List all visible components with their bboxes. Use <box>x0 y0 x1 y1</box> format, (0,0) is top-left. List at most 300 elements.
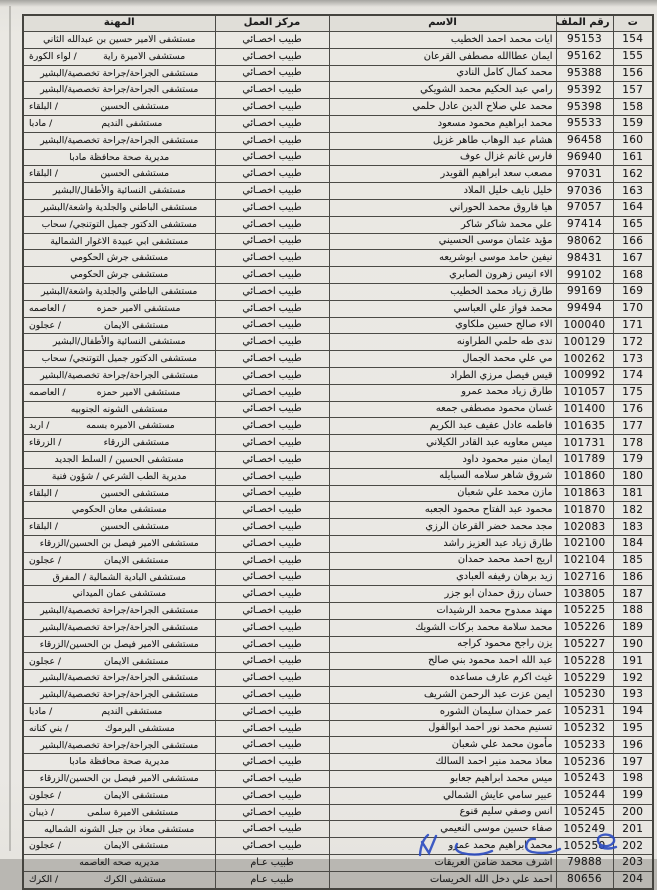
cell-work-center: طبيب اخصـائي <box>215 720 329 737</box>
table-row <box>23 787 653 804</box>
cell-name: معاذ محمد منير احمد السالك <box>329 754 556 771</box>
cell-file-number: 100992 <box>556 367 613 384</box>
profession-split <box>27 388 212 398</box>
cell-work-center: طبيب اخصـائي <box>215 619 329 636</box>
table-row <box>23 183 653 200</box>
header-name: الاسم <box>329 15 556 32</box>
cell-name: اريج احمد محمد حمدان <box>329 552 556 569</box>
header-serial: ت <box>613 15 653 32</box>
cell-name: رامي عبد الحكيم محمد الشويكي <box>329 82 556 99</box>
cell-file-number: 105244 <box>556 787 613 804</box>
cell-name: مصعب سعد ابراهيم القويدر <box>329 166 556 183</box>
cell-work-center: طبيب اخصـائي <box>215 535 329 552</box>
profession-region: / عجلون <box>29 655 61 667</box>
cell-serial: 168 <box>613 267 653 284</box>
table-row <box>23 754 653 771</box>
cell-file-number: 98431 <box>556 250 613 267</box>
table-row <box>23 334 653 351</box>
cell-serial: 171 <box>613 317 653 334</box>
cell-file-number: 79888 <box>556 855 613 872</box>
profession-facility: مستشفى النديم <box>101 705 163 717</box>
cell-serial: 164 <box>613 199 653 216</box>
profession-facility: مستشفى الايمان <box>103 789 169 801</box>
cell-name: غيث اكرم عارف مساعده <box>329 670 556 687</box>
table-row <box>23 317 653 334</box>
table-row <box>23 871 653 888</box>
table-row <box>23 250 653 267</box>
cell-file-number: 101731 <box>556 435 613 452</box>
cell-profession: مستشفى الجراحة/جراحة تخصصية/البشير <box>23 670 215 687</box>
cell-work-center: طبيب اخصـائي <box>215 199 329 216</box>
profession-split <box>27 724 212 734</box>
cell-file-number: 102716 <box>556 569 613 586</box>
profession-region: / البلقاء <box>29 487 58 499</box>
profession-region: / مادبا <box>29 705 53 717</box>
cell-profession: مستشفى الباطني والجلدية واشعة/البشير <box>23 199 215 216</box>
cell-serial: 162 <box>613 166 653 183</box>
cell-work-center: طبيب اخصـائي <box>215 653 329 670</box>
cell-work-center: طبيب اخصـائي <box>215 603 329 620</box>
cell-name: الاء صالح حسين ملكاوي <box>329 317 556 334</box>
profession-region: / العاصمه <box>29 302 66 314</box>
cell-file-number: 101057 <box>556 384 613 401</box>
cell-profession <box>23 519 215 536</box>
cell-work-center: طبيب اخصـائي <box>215 771 329 788</box>
cell-file-number: 101789 <box>556 451 613 468</box>
cell-file-number: 97414 <box>556 216 613 233</box>
scan-top-edge <box>0 0 657 7</box>
table-row <box>23 82 653 99</box>
profession-region: / البلقاء <box>29 168 58 180</box>
cell-name: يزن راجح محمود كراجه <box>329 636 556 653</box>
cell-name: هشام عبد الوهاب طاهر غزيل <box>329 132 556 149</box>
cell-profession <box>23 485 215 502</box>
profession-region: / العاصمه <box>29 386 66 398</box>
cell-file-number: 105226 <box>556 619 613 636</box>
cell-serial: 177 <box>613 418 653 435</box>
cell-serial: 175 <box>613 384 653 401</box>
cell-name: مأمون محمد علي شعبان <box>329 737 556 754</box>
table-row <box>23 132 653 149</box>
cell-serial: 179 <box>613 451 653 468</box>
cell-work-center: طبيب اخصـائي <box>215 687 329 704</box>
cell-file-number: 105243 <box>556 771 613 788</box>
cell-name: محمد فواز علي العباسي <box>329 300 556 317</box>
table-row <box>23 300 653 317</box>
cell-name: طارق زياد عبد العزيز راشد <box>329 535 556 552</box>
cell-file-number: 101635 <box>556 418 613 435</box>
cell-work-center: طبيب اخصـائي <box>215 401 329 418</box>
cell-file-number: 96940 <box>556 149 613 166</box>
table-body <box>23 32 653 889</box>
profession-split <box>27 421 212 431</box>
table-row <box>23 32 653 49</box>
cell-file-number: 100262 <box>556 351 613 368</box>
cell-profession <box>23 871 215 888</box>
table-row <box>23 351 653 368</box>
profession-split <box>27 657 212 667</box>
cell-file-number: 99494 <box>556 300 613 317</box>
cell-serial: 169 <box>613 283 653 300</box>
cell-serial: 163 <box>613 183 653 200</box>
profession-region: / عجلون <box>29 319 61 331</box>
cell-profession: مستشفى الباطني والجلدية واشعة/البشير <box>23 283 215 300</box>
cell-serial: 173 <box>613 351 653 368</box>
cell-file-number: 105230 <box>556 687 613 704</box>
cell-name: محمد علي صلاح الدين عادل حلمي <box>329 99 556 116</box>
cell-work-center: طبيب اخصـائي <box>215 317 329 334</box>
cell-work-center: طبيب اخصـائي <box>215 468 329 485</box>
cell-work-center: طبيب اخصـائي <box>215 569 329 586</box>
profession-split <box>27 556 212 566</box>
cell-file-number: 99169 <box>556 283 613 300</box>
cell-profession: مستشفى البادية الشمالية / المفرق <box>23 569 215 586</box>
cell-work-center: طبيب اخصـائي <box>215 183 329 200</box>
cell-file-number: 105236 <box>556 754 613 771</box>
profession-facility: مستشفى الامير حمزه <box>96 386 181 398</box>
table-row <box>23 199 653 216</box>
table-row <box>23 267 653 284</box>
cell-serial: 202 <box>613 838 653 855</box>
cell-work-center: طبيب اخصـائي <box>215 233 329 250</box>
cell-profession: مستشفى جرش الحكومي <box>23 267 215 284</box>
cell-work-center: طبيب اخصـائي <box>215 435 329 452</box>
cell-serial: 165 <box>613 216 653 233</box>
profession-facility: مستشفى الايمان <box>103 554 169 566</box>
cell-work-center: طبيب اخصـائي <box>215 267 329 284</box>
profession-facility: مستشفى الاميرة سلمى <box>87 806 179 818</box>
profession-region: / ذيبان <box>29 806 54 818</box>
profession-region: / بني كنانه <box>29 722 69 734</box>
cell-file-number: 101870 <box>556 502 613 519</box>
cell-name: عمر حمدان سليمان الشوره <box>329 703 556 720</box>
cell-serial: 158 <box>613 99 653 116</box>
cell-work-center: طبيب اخصـائي <box>215 636 329 653</box>
table-row <box>23 855 653 872</box>
cell-serial: 195 <box>613 720 653 737</box>
cell-name: ميس محمد ابراهيم جعابو <box>329 771 556 788</box>
cell-name: محمد سلامة محمد بركات الشويك <box>329 619 556 636</box>
cell-profession: مستشفى النسائية والأطفال/البشير <box>23 183 215 200</box>
cell-work-center: طبيب اخصـائي <box>215 485 329 502</box>
cell-name: مي علي محمد الجمال <box>329 351 556 368</box>
cell-file-number: 102100 <box>556 535 613 552</box>
cell-serial: 198 <box>613 771 653 788</box>
profession-split <box>27 169 212 179</box>
cell-work-center: طبيب اخصـائي <box>215 552 329 569</box>
cell-serial: 184 <box>613 535 653 552</box>
cell-serial: 187 <box>613 586 653 603</box>
profession-split <box>27 522 212 532</box>
cell-file-number: 105245 <box>556 804 613 821</box>
table-row <box>23 636 653 653</box>
profession-split <box>27 438 212 448</box>
cell-work-center: طبيب اخصـائي <box>215 300 329 317</box>
cell-work-center: طبيب اخصـائي <box>215 367 329 384</box>
profession-facility: مستشفى الايمان <box>103 655 169 667</box>
cell-name: محمد كمال كامل النادي <box>329 65 556 82</box>
table-row <box>23 367 653 384</box>
cell-name: محمد ابراهيم محمود مسعود <box>329 115 556 132</box>
cell-work-center: طبيب عـام <box>215 855 329 872</box>
cell-profession: مديرية الطب الشرعي / شؤون فنية <box>23 468 215 485</box>
profession-facility: مستشفى الايمان <box>103 840 169 852</box>
table-row <box>23 451 653 468</box>
profession-facility: مستشفى الامير حمزه <box>96 302 181 314</box>
table-row <box>23 166 653 183</box>
cell-serial: 178 <box>613 435 653 452</box>
profession-split <box>27 841 212 851</box>
profession-region: / اربد <box>29 420 50 432</box>
cell-file-number: 105228 <box>556 653 613 670</box>
table-row <box>23 619 653 636</box>
cell-profession: مستشفى الامير فيصل بن الحسين/الزرقاء <box>23 771 215 788</box>
cell-file-number: 95392 <box>556 82 613 99</box>
cell-work-center: طبيب اخصـائي <box>215 451 329 468</box>
cell-work-center: طبيب اخصـائي <box>215 82 329 99</box>
cell-profession: مستشفى الحسين / السلط الجديد <box>23 451 215 468</box>
cell-profession <box>23 48 215 65</box>
cell-profession: مستشفى جرش الحكومي <box>23 250 215 267</box>
table-row <box>23 703 653 720</box>
table-row <box>23 48 653 65</box>
cell-name: تسنيم محمد نور احمد ابوالفول <box>329 720 556 737</box>
cell-profession: مستشفى الجراحة/جراحة تخصصية/البشير <box>23 82 215 99</box>
cell-name: مؤيد عثمان موسى الحسيني <box>329 233 556 250</box>
cell-name: الاء انيس زهرون الصابري <box>329 267 556 284</box>
cell-profession: مستشفى الامير فيصل بن الحسين/الزرقاء <box>23 636 215 653</box>
cell-file-number: 95398 <box>556 99 613 116</box>
cell-serial: 200 <box>613 804 653 821</box>
cell-file-number: 80656 <box>556 871 613 888</box>
cell-work-center: طبيب عـام <box>215 871 329 888</box>
profession-split <box>27 304 212 314</box>
cell-name: طارق زياد محمد عمرو <box>329 384 556 401</box>
cell-profession: مستشفى الشونه الجنوبيه <box>23 401 215 418</box>
table-row <box>23 65 653 82</box>
cell-work-center: طبيب اخصـائي <box>215 586 329 603</box>
cell-work-center: طبيب اخصـائي <box>215 149 329 166</box>
cell-file-number: 103805 <box>556 586 613 603</box>
cell-profession: مستشفى الجراحة/جراحة تخصصية/البشير <box>23 603 215 620</box>
cell-serial: 196 <box>613 737 653 754</box>
table-row <box>23 435 653 452</box>
cell-profession <box>23 300 215 317</box>
staff-roster-table <box>22 14 654 890</box>
cell-file-number: 95162 <box>556 48 613 65</box>
cell-profession <box>23 787 215 804</box>
profession-split <box>27 707 212 717</box>
table-row <box>23 519 653 536</box>
cell-name: ايات محمد احمد الخطيب <box>329 32 556 49</box>
profession-split <box>27 808 212 818</box>
cell-profession: مستشفى الامير حسين بن عبدالله الثاني <box>23 32 215 49</box>
cell-file-number: 96458 <box>556 132 613 149</box>
cell-work-center: طبيب اخصـائي <box>215 384 329 401</box>
cell-serial: 166 <box>613 233 653 250</box>
profession-facility: مستشفى اليرموك <box>105 722 175 734</box>
cell-profession <box>23 166 215 183</box>
cell-work-center: طبيب اخصـائي <box>215 737 329 754</box>
table-row <box>23 586 653 603</box>
table-row <box>23 384 653 401</box>
cell-serial: 192 <box>613 670 653 687</box>
cell-name: ميس معاويه عبد القادر الكيلاني <box>329 435 556 452</box>
cell-serial: 182 <box>613 502 653 519</box>
cell-serial: 180 <box>613 468 653 485</box>
cell-serial: 170 <box>613 300 653 317</box>
table-row <box>23 603 653 620</box>
cell-serial: 186 <box>613 569 653 586</box>
cell-serial: 154 <box>613 32 653 49</box>
cell-name: مجد محمد خضر القرعان الرزي <box>329 519 556 536</box>
cell-name: مازن محمد علي شعبان <box>329 485 556 502</box>
cell-name: قيس فيصل مرزي الطراد <box>329 367 556 384</box>
cell-profession: مستشفى النسائية والأطفال/البشير <box>23 334 215 351</box>
cell-serial: 160 <box>613 132 653 149</box>
cell-work-center: طبيب اخصـائي <box>215 32 329 49</box>
profession-region: / الكرك <box>29 873 59 885</box>
cell-work-center: طبيب اخصـائي <box>215 804 329 821</box>
cell-serial: 197 <box>613 754 653 771</box>
profession-split <box>27 321 212 331</box>
table-row <box>23 401 653 418</box>
cell-name: ندى طه حلمي الطراونه <box>329 334 556 351</box>
cell-profession <box>23 435 215 452</box>
cell-profession <box>23 804 215 821</box>
cell-name: ايمان منير محمود داود <box>329 451 556 468</box>
cell-work-center: طبيب اخصـائي <box>215 519 329 536</box>
profession-split <box>27 791 212 801</box>
profession-region: / عجلون <box>29 554 61 566</box>
profession-region: / عجلون <box>29 840 61 852</box>
table-row <box>23 838 653 855</box>
cell-name: فاطمه عادل عفيف عبد الكريم <box>329 418 556 435</box>
cell-serial: 199 <box>613 787 653 804</box>
table-row <box>23 771 653 788</box>
profession-facility: مستشفى الاميرة راية <box>103 50 186 62</box>
cell-file-number: 105225 <box>556 603 613 620</box>
cell-profession: مستشفى الامير فيصل بن الحسين/الزرقاء <box>23 535 215 552</box>
cell-file-number: 97057 <box>556 199 613 216</box>
table-row <box>23 502 653 519</box>
profession-region: / مادبا <box>29 118 53 130</box>
cell-work-center: طبيب اخصـائي <box>215 787 329 804</box>
profession-facility: مستشفى الحسين <box>100 101 169 113</box>
cell-work-center: طبيب اخصـائي <box>215 132 329 149</box>
cell-serial: 181 <box>613 485 653 502</box>
table-row <box>23 468 653 485</box>
header-work-center: مركز العمل <box>215 15 329 32</box>
profession-facility: مستشفى الحسين <box>100 168 169 180</box>
profession-facility: مستشفى الزرقاء <box>103 437 170 449</box>
cell-work-center: طبيب اخصـائي <box>215 502 329 519</box>
cell-name: عبد الله احمد محمود بني صالح <box>329 653 556 670</box>
cell-work-center: طبيب اخصـائي <box>215 166 329 183</box>
cell-serial: 155 <box>613 48 653 65</box>
cell-profession: مستشفى معاذ بن جبل الشونه الشماليه <box>23 821 215 838</box>
cell-name: ايمان عطاالله مصطفى القرعان <box>329 48 556 65</box>
profession-split <box>27 102 212 112</box>
cell-profession: مديرية صحة محافظة مادبا <box>23 754 215 771</box>
cell-serial: 159 <box>613 115 653 132</box>
cell-file-number: 97031 <box>556 166 613 183</box>
cell-serial: 161 <box>613 149 653 166</box>
profession-region: / البلقاء <box>29 101 58 113</box>
cell-serial: 194 <box>613 703 653 720</box>
table-row <box>23 821 653 838</box>
cell-serial: 190 <box>613 636 653 653</box>
cell-profession: مديرية صحة محافظة مادبا <box>23 149 215 166</box>
cell-name: حسان رزق حمدان ابو جزر <box>329 586 556 603</box>
cell-serial: 157 <box>613 82 653 99</box>
cell-serial: 193 <box>613 687 653 704</box>
cell-work-center: طبيب اخصـائي <box>215 418 329 435</box>
cell-profession <box>23 552 215 569</box>
cell-file-number: 95153 <box>556 32 613 49</box>
cell-serial: 204 <box>613 871 653 888</box>
cell-file-number: 105229 <box>556 670 613 687</box>
table-row <box>23 99 653 116</box>
cell-name: خليل نايف خليل الملاد <box>329 183 556 200</box>
cell-serial: 176 <box>613 401 653 418</box>
cell-file-number: 102104 <box>556 552 613 569</box>
cell-name: اشرف محمد ضامن العريقات <box>329 855 556 872</box>
cell-profession <box>23 838 215 855</box>
cell-profession: مستشفى الجراحة/جراحة تخصصية/البشير <box>23 619 215 636</box>
table-row <box>23 485 653 502</box>
profession-region: / البلقاء <box>29 521 58 533</box>
cell-file-number: 100129 <box>556 334 613 351</box>
cell-profession: مستشفى الجراحة/جراحة تخصصية/البشير <box>23 65 215 82</box>
table-row <box>23 115 653 132</box>
cell-file-number: 105249 <box>556 821 613 838</box>
cell-file-number: 105231 <box>556 703 613 720</box>
cell-work-center: طبيب اخصـائي <box>215 838 329 855</box>
cell-serial: 191 <box>613 653 653 670</box>
profession-facility: مستشفى الايمان <box>103 319 169 331</box>
profession-split <box>27 489 212 499</box>
table-row <box>23 653 653 670</box>
cell-file-number: 101863 <box>556 485 613 502</box>
cell-work-center: طبيب اخصـائي <box>215 334 329 351</box>
table-row <box>23 720 653 737</box>
cell-serial: 185 <box>613 552 653 569</box>
cell-file-number: 102083 <box>556 519 613 536</box>
cell-serial: 156 <box>613 65 653 82</box>
cell-name: طارق زياد محمد الخطيب <box>329 283 556 300</box>
cell-profession: مستشفى الدكتور جميل التوتنجي/ سحاب <box>23 216 215 233</box>
cell-file-number: 105250 <box>556 838 613 855</box>
table-row <box>23 737 653 754</box>
cell-profession: مستشفى الجراحة/جراحة تخصصية/البشير <box>23 367 215 384</box>
cell-profession <box>23 99 215 116</box>
cell-file-number: 105233 <box>556 737 613 754</box>
cell-work-center: طبيب اخصـائي <box>215 250 329 267</box>
cell-name: غسان محمود مصطفى جمعه <box>329 401 556 418</box>
cell-name: علي محمد شاكر شاكر <box>329 216 556 233</box>
cell-work-center: طبيب اخصـائي <box>215 48 329 65</box>
cell-profession: مستشفى معان الحكومي <box>23 502 215 519</box>
cell-profession: مديريه صحه العاصمه <box>23 855 215 872</box>
table-row <box>23 687 653 704</box>
cell-profession <box>23 720 215 737</box>
cell-name: مهند ممدوح محمد الرشيدات <box>329 603 556 620</box>
profession-facility: مستشفى الكرك <box>103 873 166 885</box>
profession-region: / عجلون <box>29 789 61 801</box>
table-row <box>23 216 653 233</box>
cell-serial: 167 <box>613 250 653 267</box>
